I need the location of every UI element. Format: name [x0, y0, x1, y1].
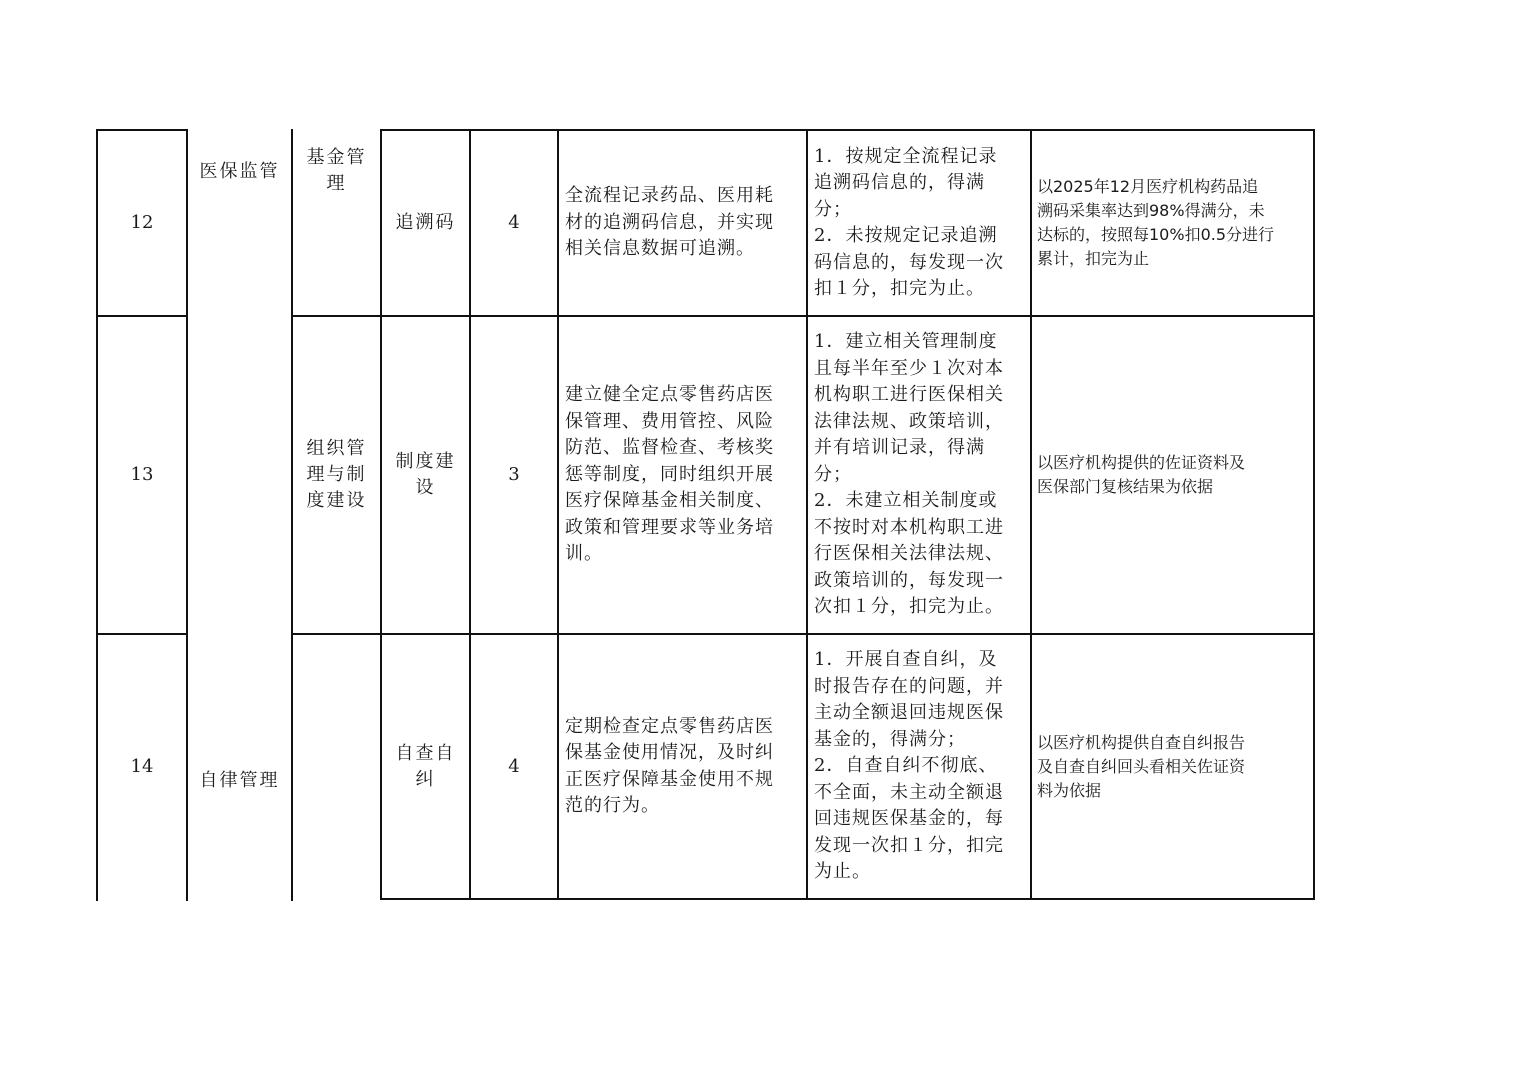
standard-cell: 1．按规定全流程记录 追溯码信息的，得满 分； 2．未按规定记录追溯 码信息的，每发现一次 扣１分，扣完为止。: [814, 145, 1004, 299]
score-cell: 4: [508, 212, 520, 233]
item-cell: 组织管 理与制 度建设: [306, 438, 367, 511]
table-border: [1030, 129, 1032, 900]
standard-cell: 1．开展自查自纠，及 时报告存在的问题，并 主动全额退回违规医保 基金的，得满分； 2．自查自纠不彻底、 不全面，未主动全额退 回违规医保基金的，每 发现一次扣１分，扣完 为止。: [814, 649, 1004, 883]
category-cell: 自律管理: [199, 770, 280, 791]
sub-item-cell: 自查自 纠: [395, 742, 456, 790]
basis-cell: 以2025年12月医疗机构药品追 溯码采集率达到98%得满分，未 达标的，按照每10%扣0.5分进行 累计，扣完为止: [1037, 177, 1275, 268]
score-cell: 3: [508, 464, 520, 485]
content-cell: 定期检查定点零售药店医 保基金使用情况，及时纠 正医疗保障基金使用不规 范的行为。: [565, 715, 774, 816]
table-border: [381, 898, 1315, 900]
basis-cell: 以医疗机构提供自查自纠报告 及自查自纠回头看相关佐证资 料为依据: [1037, 732, 1246, 800]
table-border: [557, 129, 559, 900]
sub-item-cell: 追溯码: [395, 212, 456, 233]
basis-cell: 以医疗机构提供的佐证资料及 医保部门复核结果为依据: [1037, 453, 1246, 496]
row-number: 12: [130, 212, 154, 233]
table-border: [806, 129, 808, 900]
table-border: [1313, 129, 1315, 900]
standard-cell: 1．建立相关管理制度 且每半年至少１次对本 机构职工进行医保相关 法律法规、政策培训， 并有培训记录，得满 分； 2．未建立相关制度或 不按时对本机构职工进 行医保相关法律法规、 政策培训的，每发现一 次扣１分，扣完为止。: [814, 331, 1004, 618]
score-cell: 4: [508, 755, 520, 777]
sub-item-cell: 制度建 设: [395, 451, 456, 498]
category-cell: 医保监管: [199, 161, 280, 182]
row-number: 13: [130, 464, 154, 485]
item-cell: 基金管 理: [306, 147, 367, 194]
content-cell: 建立健全定点零售药店医 保管理、费用管控、风险 防范、监督检查、考核奖 惩等制度，同时组织开展 医疗保障基金相关制度、 政策和管理要求等业务培 训。: [565, 384, 774, 565]
row-number: 14: [130, 755, 154, 777]
content-cell: 全流程记录药品、医用耗 材的追溯码信息，并实现 相关信息数据可追溯。: [565, 185, 774, 260]
